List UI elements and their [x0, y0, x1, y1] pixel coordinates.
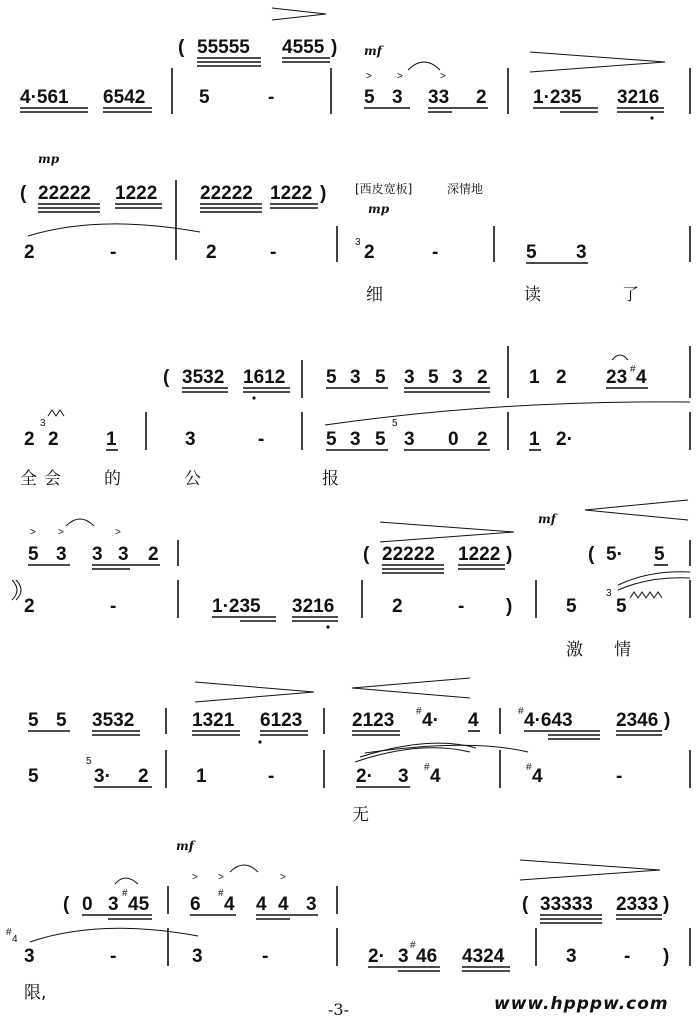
note: 5: [199, 87, 210, 108]
grace-note: 5: [392, 418, 398, 429]
note: 3: [398, 946, 409, 967]
note: 5: [364, 87, 375, 108]
note: 1: [529, 429, 540, 450]
dynamic-mp: mp: [38, 152, 60, 166]
decrescendo-hairpin: [380, 522, 514, 542]
crescendo-hairpin: [352, 678, 470, 698]
acc-paren-close: ): [506, 544, 513, 565]
system-5: [28, 678, 690, 825]
accent: >: [397, 71, 403, 82]
acc-note: 4: [468, 710, 479, 731]
acc-note: 45: [128, 894, 150, 915]
acc-note: 3: [452, 367, 463, 388]
page-number: -3-: [328, 1000, 349, 1019]
slur: [618, 572, 690, 585]
acc-note: 5: [428, 367, 439, 388]
note: 2: [48, 429, 59, 450]
acc-note: 5: [56, 710, 67, 731]
note: 2: [364, 242, 375, 263]
note: 5: [326, 429, 337, 450]
lyric: 情: [614, 640, 631, 660]
acc-note: 33333: [540, 894, 593, 915]
acc-note: 2123: [352, 710, 395, 731]
crescendo-hairpin: [585, 500, 688, 520]
acc-paren-open: (: [363, 544, 370, 565]
acc-note: 3532: [182, 367, 225, 388]
close-paren: ): [663, 946, 670, 967]
note: 1: [106, 429, 117, 450]
dynamic-mp: mp: [368, 202, 390, 216]
system-3: [20, 346, 690, 489]
note: 5: [375, 429, 386, 450]
sharp: #: [424, 762, 430, 773]
acc-note: 2: [477, 367, 488, 388]
acc-note: 4: [224, 894, 235, 915]
note: 4·561: [20, 87, 69, 108]
dash: -: [624, 946, 631, 967]
note: 3: [24, 946, 35, 967]
tie: [30, 928, 198, 942]
acc-paren-open: (: [588, 544, 595, 565]
acc-note: 3: [404, 367, 415, 388]
dash: -: [270, 242, 277, 263]
note: 5: [566, 596, 577, 617]
note: 4: [532, 766, 543, 787]
note: 2: [392, 596, 403, 617]
acc-note: 1222: [115, 183, 158, 204]
acc-note: 2333: [616, 894, 659, 915]
note: 1·235: [212, 596, 261, 617]
expression-marking: 深情地: [447, 182, 484, 196]
acc-note: 5: [28, 710, 39, 731]
dash: -: [110, 946, 117, 967]
dash: -: [432, 242, 439, 263]
lyric: 全: [20, 469, 37, 489]
acc-note: 0: [82, 894, 93, 915]
grace-note: 5: [86, 756, 92, 767]
grace-note: 3: [40, 418, 46, 429]
site-watermark: www.hpppw.com: [494, 994, 669, 1014]
note: 2·: [356, 766, 373, 787]
acc-paren-close: ): [664, 710, 671, 731]
acc-note: 5: [654, 544, 665, 565]
decrescendo-hairpin: [195, 682, 314, 702]
slur-continuation: [12, 580, 17, 600]
acc-paren-open: (: [178, 37, 185, 58]
acc-note: 22222: [382, 544, 435, 565]
note: 3: [404, 429, 415, 450]
sharp: #: [518, 706, 524, 717]
accent: >: [30, 527, 36, 538]
note: 2: [138, 766, 149, 787]
lyric: 限,: [24, 983, 47, 1003]
trill: [48, 410, 64, 416]
acc-note: 2: [148, 544, 159, 565]
note: 2: [206, 242, 217, 263]
dash: -: [262, 946, 269, 967]
slur: [355, 748, 470, 762]
acc-note: 6: [190, 894, 201, 915]
acc-note: 5: [375, 367, 386, 388]
acc-note: 3: [108, 894, 119, 915]
grace-note: 4: [12, 934, 18, 945]
note: 3: [185, 429, 196, 450]
acc-note: 1222: [270, 183, 313, 204]
slur: [230, 865, 258, 872]
turn-ornament: [612, 355, 628, 360]
note: 3: [192, 946, 203, 967]
acc-paren-close: ): [663, 894, 670, 915]
accent: >: [218, 872, 224, 883]
accent: >: [366, 71, 372, 82]
note: 5: [526, 242, 537, 263]
trill: [630, 592, 662, 598]
note: 3: [398, 766, 409, 787]
note: 2: [476, 87, 487, 108]
system-1: [20, 8, 690, 120]
note: 3216: [617, 87, 660, 108]
slur: [66, 519, 94, 526]
acc-note: 4: [636, 367, 647, 388]
dash: -: [258, 429, 265, 450]
note: 4: [430, 766, 441, 787]
acc-paren-close: ): [320, 183, 327, 204]
note: 3: [350, 429, 361, 450]
system-2: [20, 152, 690, 305]
sharp: #: [416, 706, 422, 717]
acc-note: 3: [306, 894, 317, 915]
acc-note: 5: [326, 367, 337, 388]
acc-note: 4: [278, 894, 289, 915]
dynamic-mf: mf: [176, 839, 194, 853]
lyric: 公: [184, 469, 201, 489]
accent: >: [115, 527, 121, 538]
acc-note: 55555: [197, 37, 250, 58]
acc-note: 3: [118, 544, 129, 565]
lyric: 细: [366, 285, 383, 305]
acc-note: 4·643: [524, 710, 573, 731]
dash: -: [268, 766, 275, 787]
sharp: #: [630, 364, 636, 375]
lyric: 无: [352, 805, 369, 825]
acc-note: 3: [350, 367, 361, 388]
note: 3: [566, 946, 577, 967]
note: 0: [448, 429, 459, 450]
dash: -: [110, 242, 117, 263]
decrescendo-hairpin: [520, 860, 660, 880]
dash: -: [458, 596, 465, 617]
acc-note: 1321: [192, 710, 235, 731]
system-6: [6, 839, 690, 1003]
acc-note: 5: [28, 544, 39, 565]
dash: -: [616, 766, 623, 787]
dynamic-mf: mf: [364, 44, 382, 58]
acc-note: 23: [606, 367, 628, 388]
note: 4324: [462, 946, 505, 967]
dash: -: [110, 596, 117, 617]
acc-note: 5·: [606, 544, 623, 565]
acc-note: 3: [56, 544, 67, 565]
tie: [28, 224, 200, 236]
note: 1: [196, 766, 207, 787]
grace-note: 3: [606, 588, 612, 599]
accent: >: [440, 71, 446, 82]
lyric: 了: [622, 285, 639, 305]
sharp: #: [122, 888, 128, 899]
note: 6542: [103, 87, 146, 108]
accent: >: [280, 872, 286, 883]
decrescendo-hairpin: [530, 52, 665, 72]
sharp: #: [410, 940, 416, 951]
acc-note: 3: [92, 544, 103, 565]
acc-note: 4555: [282, 37, 325, 58]
accent: >: [192, 872, 198, 883]
note: 5: [616, 596, 627, 617]
acc-note: 2: [556, 367, 567, 388]
acc-note: 4: [256, 894, 267, 915]
acc-note: 1612: [243, 367, 286, 388]
note: 5: [28, 766, 39, 787]
acc-note: 1222: [458, 544, 501, 565]
turn-ornament: [115, 878, 138, 884]
acc-paren-open: (: [63, 894, 70, 915]
acc-note: 22222: [38, 183, 91, 204]
lyric: 报: [322, 469, 339, 489]
sharp: #: [6, 927, 12, 938]
acc-paren-open: (: [522, 894, 529, 915]
lyric: 的: [104, 469, 121, 489]
note: 3·: [94, 766, 111, 787]
tempo-annotation: [西皮宽板]: [355, 182, 413, 196]
lyric: 激: [566, 640, 583, 660]
acc-note: 22222: [200, 183, 253, 204]
acc-note: 1: [529, 367, 540, 388]
note: 1·235: [533, 87, 582, 108]
acc-paren-open: (: [20, 183, 27, 204]
decrescendo-hairpin: [272, 8, 326, 20]
note: 46: [416, 946, 438, 967]
dynamic-mf: mf: [538, 512, 556, 526]
note: 2: [24, 596, 35, 617]
grace-note: 3: [355, 237, 361, 248]
system-4: [12, 500, 690, 660]
note: 3216: [292, 596, 335, 617]
sharp: #: [218, 888, 224, 899]
note: 2·: [368, 946, 385, 967]
lyric: 会: [44, 469, 61, 489]
dash: -: [268, 87, 275, 108]
note: 2: [24, 242, 35, 263]
note: 33: [428, 87, 450, 108]
lyric: 读: [524, 285, 541, 305]
slur: [408, 62, 440, 70]
note: 3: [576, 242, 587, 263]
sharp: #: [526, 762, 532, 773]
acc-note: 6123: [260, 710, 303, 731]
acc-note: 3532: [92, 710, 135, 731]
note: 2: [477, 429, 488, 450]
close-paren: ): [506, 596, 513, 617]
acc-paren-open: (: [163, 367, 170, 388]
note: 2: [24, 429, 35, 450]
acc-paren-close: ): [331, 37, 338, 58]
acc-note: 2346: [616, 710, 659, 731]
accent: >: [58, 527, 64, 538]
note: 3: [392, 87, 403, 108]
note: 2·: [556, 429, 573, 450]
acc-note: 4·: [422, 710, 439, 731]
